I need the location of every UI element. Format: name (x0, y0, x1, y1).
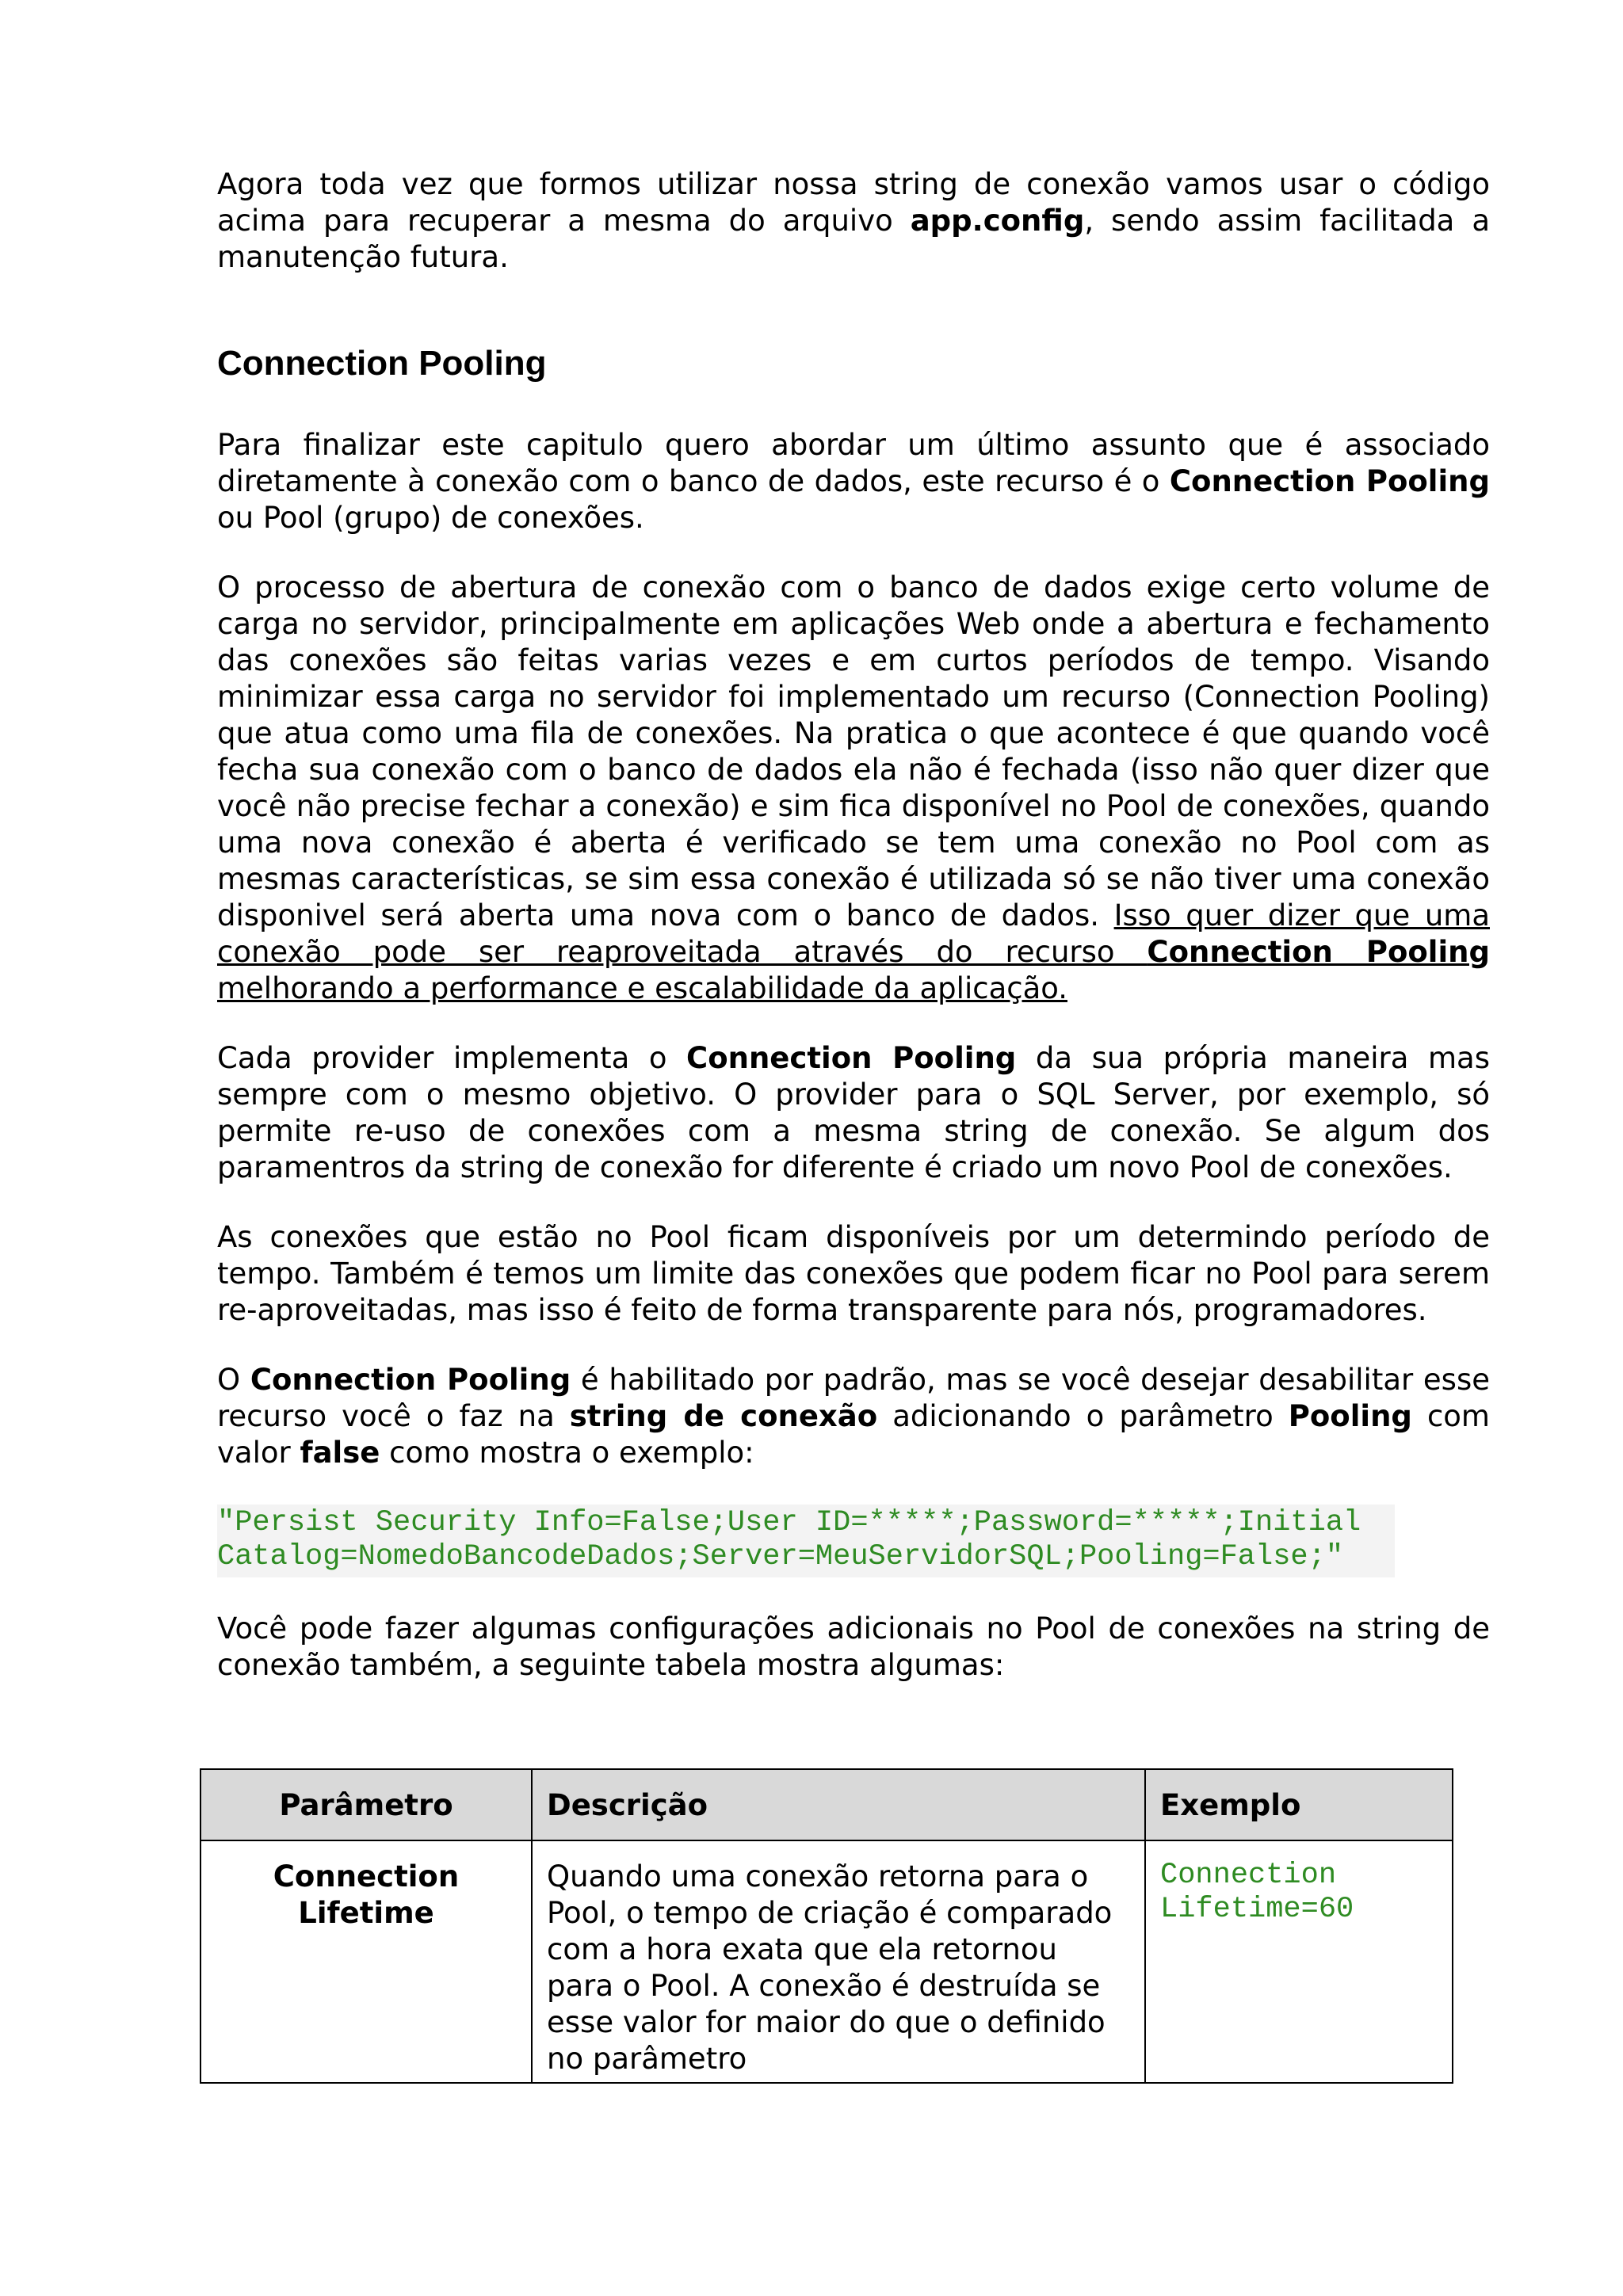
example-line: Connection (1160, 1859, 1337, 1892)
p2-underlined-bold: Connection Pooling (1147, 935, 1490, 969)
p5-bold-4: false (300, 1436, 380, 1470)
p2-underlined-end: melhorando a performance e escalabilidade da aplicação. (217, 971, 1067, 1005)
paragraph-5 (217, 1362, 1490, 1471)
p2-underlined-text: Isso quer dizer que uma conexão pode ser reaproveitada através do recurso (217, 898, 1490, 969)
code-line: "Persist Security Info=False;User ID=*****;Password=*****;Initial (217, 1506, 1361, 1539)
p3-text: Cada provider implementa o (217, 1041, 687, 1075)
intro-bold: app.config (910, 204, 1085, 238)
p5-text-1: O (217, 1363, 250, 1397)
header-descricao: Descrição (532, 1769, 1145, 1840)
p5-text-3: adicionando o parâmetro (877, 1399, 1289, 1433)
parameters-table (200, 1768, 1453, 2084)
p1-bold: Connection Pooling (1169, 464, 1490, 498)
p1-text: Para finalizar este capitulo quero abordar um último assunto que é associado diretamente à conexão com o banco de dados, este recurso é o (217, 428, 1490, 498)
code-example (217, 1505, 1395, 1577)
param-name-line: Connection (273, 1859, 460, 1894)
paragraph-4: As conexões que estão no Pool ficam disponíveis por um determindo período de tempo. Também é temos um limite das conexões que podem ficar no Pool para serem re-aproveitadas, mas isso é feito de forma transparente para nós, programadores. (217, 1220, 1490, 1327)
p5-bold-3: Pooling (1288, 1399, 1412, 1433)
example-cell (1145, 1840, 1453, 2083)
paragraph-2 (217, 570, 1490, 1007)
section-heading: Connection Pooling (217, 344, 547, 383)
intro-text: Agora toda vez que formos utilizar nossa string de conexão vamos usar o código acima para recuperar a mesma do arquivo (217, 167, 1490, 238)
document-page (217, 166, 1490, 1684)
code-line: Catalog=NomedoBancodeDados;Server=MeuServidorSQL;Pooling=False;" (217, 1540, 1344, 1573)
p5-text-5: como mostra o exemplo: (380, 1436, 754, 1470)
param-cell (200, 1840, 532, 2083)
p3-bold: Connection Pooling (686, 1041, 1017, 1075)
table-header-row (200, 1769, 1453, 1840)
header-parametro: Parâmetro (200, 1769, 532, 1840)
intro-paragraph (217, 166, 1490, 276)
p5-bold-2: string de conexão (569, 1399, 878, 1433)
param-name-line: Lifetime (298, 1896, 434, 1930)
description-cell: Quando uma conexão retorna para o Pool, o tempo de criação é comparado com a hora exata que ela retornou para o Pool. A conexão é destruída se esse valor for maior do que o definido no parâmetro (532, 1840, 1145, 2083)
paragraph-6: Você pode fazer algumas configurações adicionais no Pool de conexões na string de conexão também, a seguinte tabela mostra algumas: (217, 1611, 1490, 1682)
paragraph-1 (217, 427, 1490, 536)
p2-text: O processo de abertura de conexão com o banco de dados exige certo volume de carga no servidor, principalmente em aplicações Web onde a abertura e fechamento das conexões são feitas varias vezes e em curtos períodos de tempo. Visando minimizar essa carga no servidor foi implementado um recurso (Connection Pooling) que atua como uma fila de conexões. Na pratica o que acontece é que quando você fecha sua conexão com o banco de dados ela não é fechada (isso não quer dizer que você não precise fechar a conexão) e sim fica disponível no Pool de conexões, quando uma nova conexão é aberta é verificado se tem uma conexão no Pool com as mesmas características, se sim essa conexão é utilizada só se não tiver uma conexão disponivel será aberta uma nova com o banco de dados. (217, 570, 1490, 933)
intro-text-end: , sendo assim facilitada a manutenção futura. (217, 204, 1490, 274)
p1-text-end: ou Pool (grupo) de conexões. (217, 501, 644, 535)
paragraph-3 (217, 1040, 1490, 1186)
p5-text-4: com valor (217, 1399, 1490, 1470)
p5-text-2: é habilitado por padrão, mas se você desejar desabilitar esse recurso você o faz na (217, 1363, 1490, 1433)
p3-text-end: da sua própria maneira mas sempre com o mesmo objetivo. O provider para o SQL Server, por exemplo, só permite re-uso de conexões com a mesma string de conexão. Se algum dos paramentros da string de conexão for diferente é criado um novo Pool de conexões. (217, 1041, 1490, 1184)
example-line: Lifetime=60 (1160, 1893, 1354, 1926)
header-exemplo: Exemplo (1145, 1769, 1453, 1840)
p5-bold-1: Connection Pooling (250, 1363, 571, 1397)
table-row (200, 1840, 1453, 2083)
